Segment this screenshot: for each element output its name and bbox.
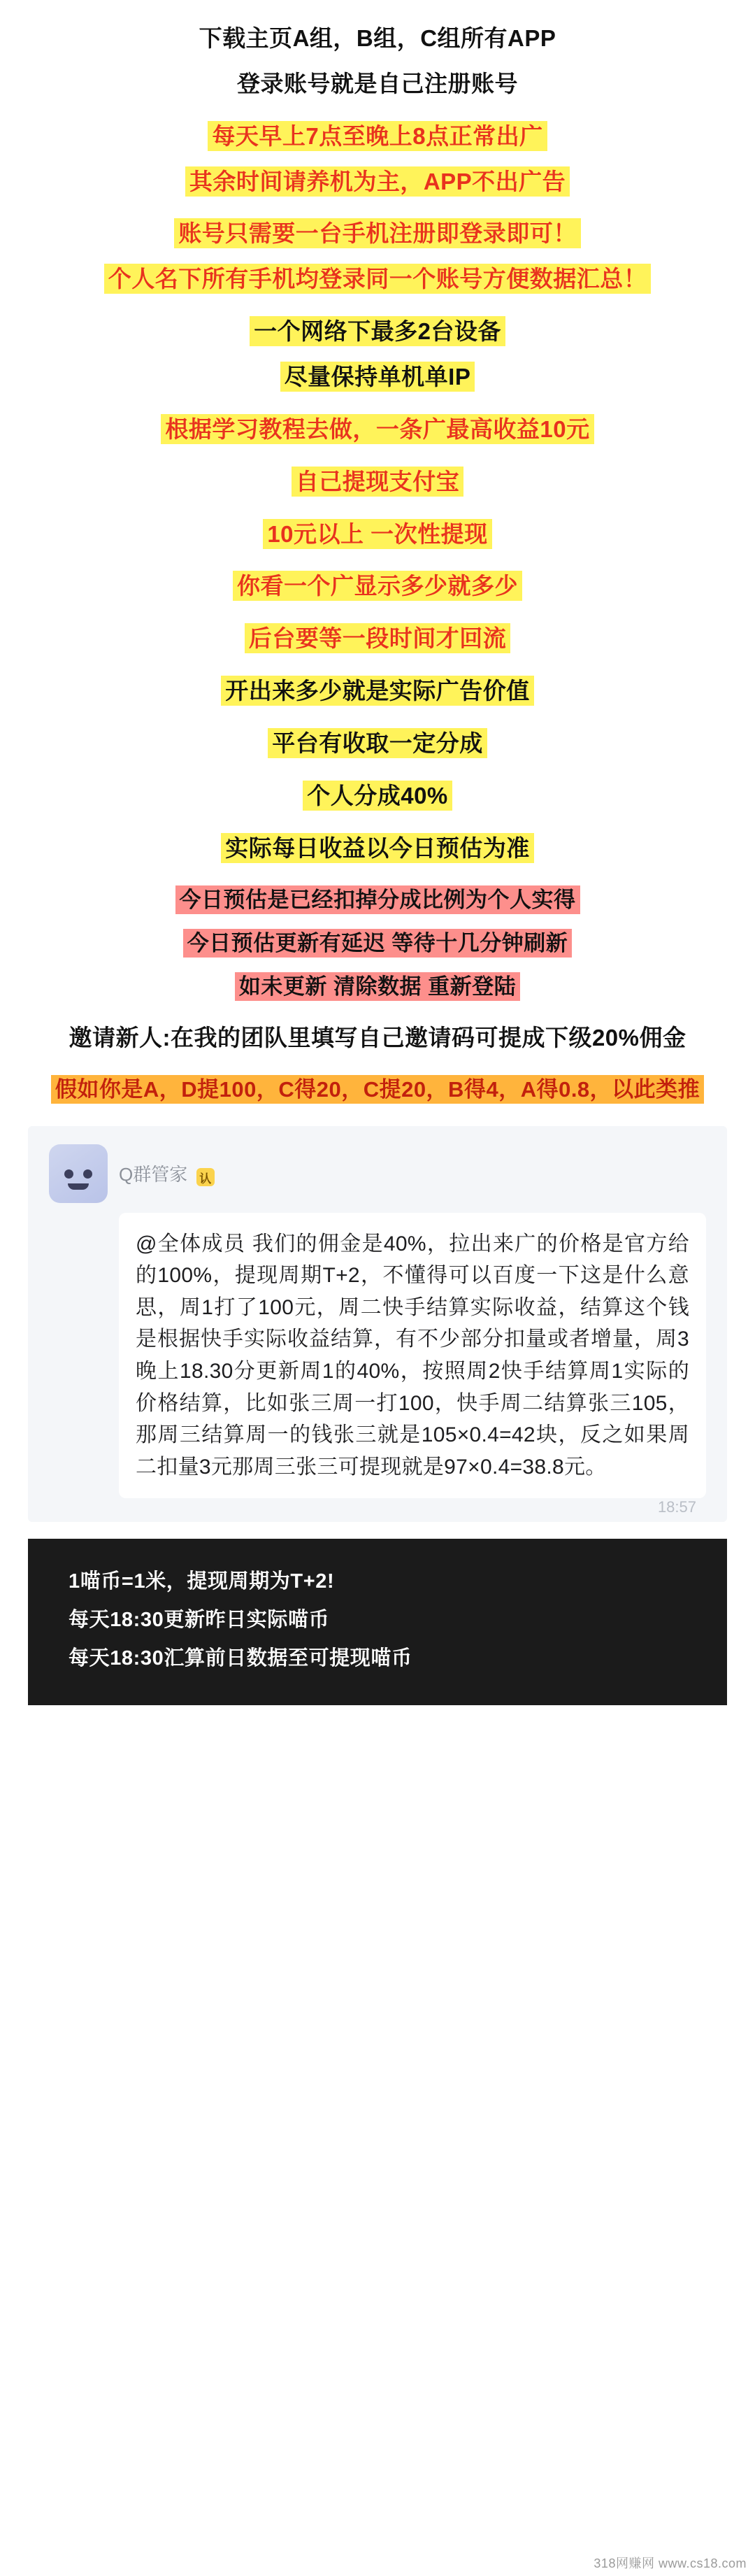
spacer bbox=[0, 763, 755, 777]
spacer bbox=[0, 1058, 755, 1072]
doc-line-text: 每天早上7点至晚上8点正常出广 bbox=[208, 121, 547, 151]
doc-line-15 bbox=[0, 725, 755, 763]
doc-line-7 bbox=[0, 313, 755, 351]
doc-line-4 bbox=[0, 163, 755, 201]
spacer bbox=[0, 1005, 755, 1019]
doc-line-text: 账号只需要一台手机注册即登录即可！ bbox=[174, 218, 581, 248]
doc-line-20 bbox=[0, 969, 755, 1005]
doc-line-11 bbox=[0, 515, 755, 554]
verified-badge-icon: 认 bbox=[196, 1168, 215, 1186]
spacer bbox=[0, 606, 755, 620]
doc-line-1 bbox=[0, 20, 755, 58]
spacer bbox=[0, 104, 755, 118]
avatar bbox=[49, 1144, 108, 1203]
doc-line-8 bbox=[0, 358, 755, 397]
chat-screenshot-card bbox=[28, 1126, 727, 1523]
spacer bbox=[0, 397, 755, 411]
doc-line-text: 其余时间请养机为主，APP不出广告 bbox=[185, 166, 570, 197]
doc-line-text: 个人名下所有手机均登录同一个账号方便数据汇总！ bbox=[104, 264, 652, 294]
sender-name: Q群管家 bbox=[119, 1163, 188, 1185]
doc-line-12 bbox=[0, 567, 755, 606]
spacer bbox=[0, 351, 755, 358]
doc-line-text: 实际每日收益以今日预估为准 bbox=[221, 833, 534, 863]
footer-line-3: 每天18:30汇算前日数据至可提现喵币 bbox=[69, 1647, 412, 1670]
watermark: 318网赚网 www.cs18.com bbox=[594, 2556, 747, 2570]
doc-line-17 bbox=[0, 830, 755, 868]
spacer bbox=[0, 58, 755, 65]
doc-line-22 bbox=[0, 1072, 755, 1108]
avatar-mouth-icon bbox=[68, 1183, 89, 1190]
doc-line-10 bbox=[0, 463, 755, 501]
doc-line-text: 根据学习教程去做，一条广最高收益10元 bbox=[161, 414, 594, 444]
doc-line-9 bbox=[0, 411, 755, 449]
doc-line-text: 自己提现支付宝 bbox=[292, 467, 464, 497]
spacer bbox=[0, 868, 755, 882]
doc-line-text: 后台要等一段时间才回流 bbox=[245, 623, 511, 653]
doc-line-19 bbox=[0, 925, 755, 962]
doc-line-text: 今日预估更新有延迟 等待十几分钟刷新 bbox=[183, 929, 573, 958]
doc-line-text: 平台有收取一定分成 bbox=[268, 728, 487, 758]
doc-line-text: 邀请新人:在我的团队里填写自己邀请码可提成下级20%佣金 bbox=[69, 1024, 686, 1051]
sender-block bbox=[119, 1160, 215, 1187]
doc-line-text: 个人分成40% bbox=[303, 781, 452, 811]
doc-line-2 bbox=[0, 65, 755, 104]
doc-line-18 bbox=[0, 882, 755, 918]
chat-message-bubble: @全体成员 我们的佣金是40%，拉出来广的价格是官方给的100%，提现周期T+2，不懂得可以百度一下这是什么意思，周1打了100元，周二快手结算实际收益，结算这个钱是根据快手实际收益结算，有不少部分扣量或者增量，周3晚上18.30分更新周1的40%，按照周2快手结算周1实际的价格结算，比如张三周一打100，快手周二结算张三105，那周三结算周一的钱张三就是105×0.4=42块，反之如果周二扣量3元那周三张三可提现就是97×0.4=38.8元。 bbox=[119, 1213, 706, 1499]
doc-line-text: 10元以上 一次性提现 bbox=[263, 519, 491, 549]
spacer bbox=[0, 253, 755, 260]
spacer bbox=[0, 299, 755, 313]
doc-line-text: 开出来多少就是实际广告价值 bbox=[221, 676, 534, 706]
footer-dark-card bbox=[28, 1539, 727, 1705]
footer-line-2: 每天18:30更新昨日实际喵币 bbox=[69, 1609, 330, 1632]
doc-line-21 bbox=[0, 1019, 755, 1058]
doc-line-text: 一个网络下最多2台设备 bbox=[250, 316, 505, 346]
spacer bbox=[0, 918, 755, 925]
spacer bbox=[0, 711, 755, 725]
top-spacer bbox=[0, 13, 755, 20]
avatar-eye-left-icon bbox=[64, 1169, 73, 1179]
footer-line-1: 1喵币=1米，提现周期为T+2! bbox=[69, 1570, 335, 1593]
chat-timestamp: 18:57 bbox=[657, 1498, 696, 1516]
spacer bbox=[0, 553, 755, 567]
doc-line-5 bbox=[0, 215, 755, 253]
spacer bbox=[0, 201, 755, 215]
spacer bbox=[0, 962, 755, 969]
spacer bbox=[0, 449, 755, 463]
spacer bbox=[0, 156, 755, 163]
spacer bbox=[0, 658, 755, 672]
doc-line-16 bbox=[0, 777, 755, 816]
doc-line-3 bbox=[0, 118, 755, 156]
doc-line-14 bbox=[0, 672, 755, 711]
doc-line-text: 你看一个广显示多少就多少 bbox=[233, 571, 522, 601]
doc-line-6 bbox=[0, 260, 755, 299]
chat-header bbox=[49, 1144, 706, 1203]
doc-line-text: 今日预估是已经扣掉分成比例为个人实得 bbox=[175, 885, 580, 914]
doc-line-13 bbox=[0, 620, 755, 658]
doc-line-text: 假如你是A，D提100，C得20，C提20，B得4，A得0.8，以此类推 bbox=[51, 1075, 704, 1104]
doc-line-text: 尽量保持单机单IP bbox=[280, 362, 475, 392]
doc-line-text: 如未更新 清除数据 重新登陆 bbox=[235, 972, 520, 1001]
doc-line-text: 下载主页A组，B组，C组所有APP bbox=[199, 25, 556, 51]
doc-line-text: 登录账号就是自己注册账号 bbox=[237, 70, 518, 97]
spacer bbox=[0, 501, 755, 515]
avatar-eye-right-icon bbox=[83, 1169, 92, 1179]
spacer bbox=[0, 816, 755, 830]
